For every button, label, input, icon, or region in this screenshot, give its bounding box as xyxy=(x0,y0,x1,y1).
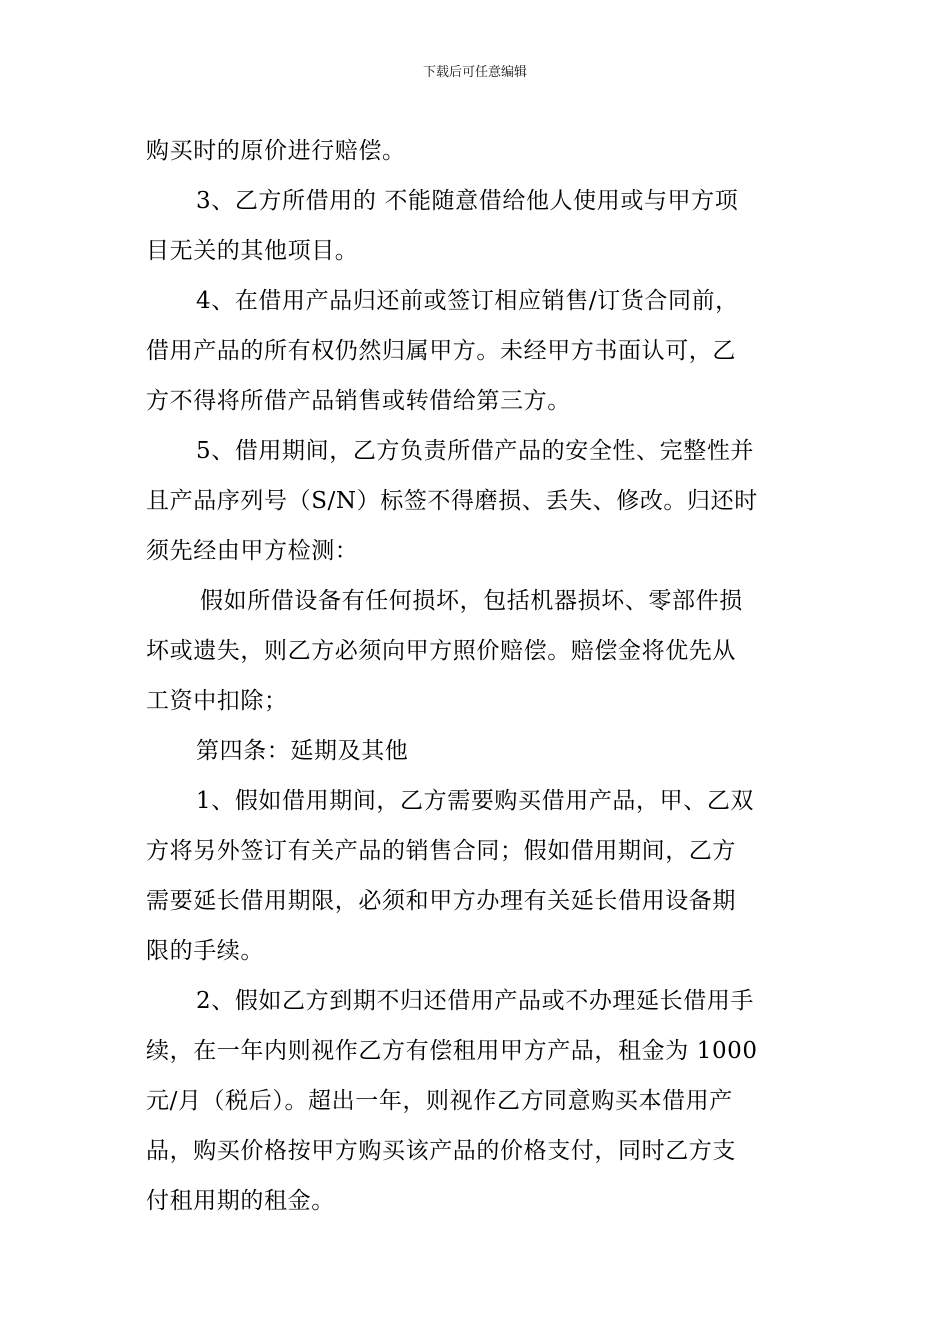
paragraph-line: 元/月（税后）。超出一年，则视作乙方同意购买本借用产 xyxy=(146,1088,733,1114)
section-heading: 第四条：延期及其他 xyxy=(196,738,409,764)
paragraph-line: 品，购买价格按甲方购买该产品的价格支付，同时乙方支 xyxy=(146,1138,736,1164)
paragraph-line: 购买时的原价进行赔偿。 xyxy=(146,138,406,164)
paragraph-line: 工资中扣除； xyxy=(146,688,288,714)
paragraph-line: 借用产品的所有权仍然归属甲方。未经甲方书面认可，乙 xyxy=(146,338,736,364)
paragraph-line: 限的手续。 xyxy=(146,938,264,964)
damage-paragraph-line: 假如所借设备有任何损坏，包括机器损坏、零部件损 xyxy=(200,588,743,614)
paragraph-line: 付租用期的租金。 xyxy=(146,1188,335,1214)
paragraph-line: 方将另外签订有关产品的销售合同；假如借用期间，乙方 xyxy=(146,838,736,864)
clause-4-line: 4、在借用产品归还前或签订相应销售/订货合同前， xyxy=(196,288,739,314)
clause-1-line: 1、假如借用期间，乙方需要购买借用产品，甲、乙双 xyxy=(196,788,755,814)
clause-2-line: 2、假如乙方到期不归还借用产品或不办理延长借用手 xyxy=(196,988,755,1014)
paragraph-line: 坏或遗失，则乙方必须向甲方照价赔偿。赔偿金将优先从 xyxy=(146,638,736,664)
clause-3-line: 3、乙方所借用的 不能随意借给他人使用或与甲方项 xyxy=(196,188,739,214)
paragraph-line: 须先经由甲方检测： xyxy=(146,538,359,564)
clause-5-line: 5、借用期间，乙方负责所借产品的安全性、完整性并 xyxy=(196,438,755,464)
page-header: 下载后可任意编辑 xyxy=(422,65,527,80)
paragraph-line: 需要延长借用期限，必须和甲方办理有关延长借用设备期 xyxy=(146,888,736,914)
paragraph-line: 方不得将所借产品销售或转借给第三方。 xyxy=(146,388,571,414)
paragraph-line: 且产品序列号（S/N）标签不得磨损、丢失、修改。归还时 xyxy=(146,488,758,514)
paragraph-line: 目无关的其他项目。 xyxy=(146,238,359,264)
paragraph-line: 续，在一年内则视作乙方有偿租用甲方产品，租金为 1000 xyxy=(146,1038,758,1064)
